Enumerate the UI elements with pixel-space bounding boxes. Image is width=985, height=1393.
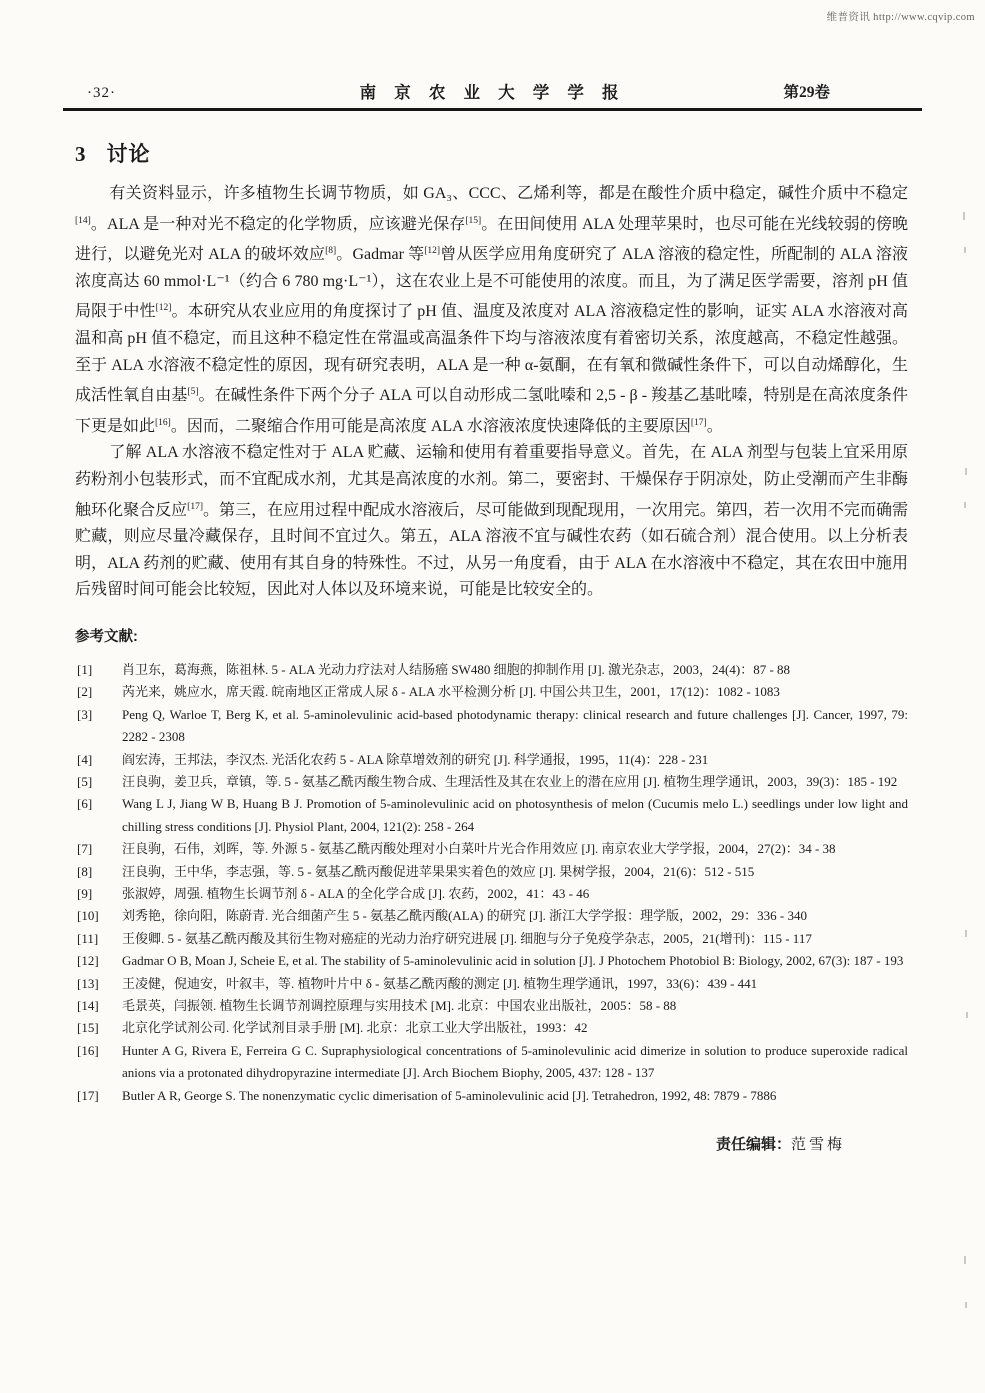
reference-item: [75, 861, 908, 883]
citation-superscript: [8]: [325, 246, 337, 257]
reference-number: [9]: [77, 885, 93, 901]
reference-item: [75, 838, 908, 860]
scan-artifact: [963, 212, 965, 220]
reference-item: [75, 704, 908, 749]
reference-text: 北京化学试剂公司. 化学试剂目录手册 [M]. 北京：北京工业大学出版社，1993：42: [122, 1020, 588, 1036]
cqvip-watermark: 维普资讯 http://www.cqvip.com: [826, 12, 975, 23]
journal-title: 南 京 农 业 大 学 学 报: [359, 83, 626, 102]
reference-number: [6]: [77, 796, 93, 812]
reference-item: [75, 681, 908, 703]
reference-item: [75, 928, 908, 950]
reference-number: [7]: [77, 841, 93, 857]
volume-label: 第29卷: [783, 84, 830, 101]
scan-artifact: [965, 930, 967, 937]
references-list: [75, 659, 908, 1107]
reference-item: [75, 1017, 908, 1039]
paragraph: 有关资料显示，许多植物生长调节物质，如 GA₃、CCC、乙烯利等，都是在酸性介质中稳定，碱性介质中不稳定[14]。ALA 是一种对光不稳定的化学物质，应该避光保存[15]。在田间使用 ALA 处理苹果时，也尽可能在光线较弱的傍晚进行，以避免光对 ALA 的破坏效应[8]。Gadmar 等[12]曾从医学应用角度研究了 ALA 溶液的稳定性，所配制的 ALA 溶液浓度高达 60 mmol·L⁻¹（约合 6 780 mg·L⁻¹），这在农业上是不可能使用的浓度。而且，为了满足医学需要，溶剂 pH 值局限于中性[12]。本研究从农业应用的角度探讨了 pH 值、温度及浓度对 ALA 溶液稳定性的影响，证实 ALA 水溶液对高温和高 pH 值不稳定，而且这种不稳定性在常温或高温条件下均与溶液浓度有着密切关系，浓度越高，不稳定性越强。至于 ALA 水溶液不稳定性的原因，现有研究表明，ALA 是一种 α-氨酮，在有氧和微碱性条件下，可以自动烯醇化，生成活性氧自由基[5]。在碱性条件下两个分子 ALA 可以自动形成二氢吡嗪和 2,5 - β - 羧基乙基吡嗪，特别是在高浓度条件下更是如此[16]。因而，二聚缩合作用可能是高浓度 ALA 水溶液浓度快速降低的主要原因[17]。: [75, 185, 908, 435]
citation-superscript: [15]: [465, 215, 482, 226]
reference-number: [14]: [77, 998, 99, 1013]
paragraph: 了解 ALA 水溶液不稳定性对于 ALA 贮藏、运输和使用有着重要指导意义。首先，在 ALA 剂型与包装上宜采用原药粉剂小包装形式，而不宜配成水剂，尤其是高浓度的水剂。第二，要密封、干燥保存于阴凉处，防止受潮而产生非酶触环化聚合反应[17]。第三，在应用过程中配成水溶液后，尽可能做到现配现用，一次用完。第四，若一次用不完而确需贮藏，则应尽量冷藏保存，且时间不宜过久。第五，ALA 溶液不宜与碱性农药（如石硫合剂）混合使用。以上分析表明，ALA 药剂的贮藏、使用有其自身的特殊性。不过，从另一角度看，由于 ALA 在水溶液中不稳定，其在农田中施用后残留时间可能会比较短，因此对人体以及环境来说，可能是比较安全的。: [75, 444, 908, 599]
editor-name: 范雪梅: [790, 1137, 845, 1154]
reference-item: [75, 950, 908, 972]
reference-item: [75, 1040, 908, 1085]
reference-text: 刘秀艳，徐向阳，陈蔚青. 光合细菌产生 5 - 氨基乙酰丙酸(ALA) 的研究 [J]. 浙江大学学报：理学版，2002，29：336 - 340: [122, 908, 808, 924]
reference-text: Peng Q, Warloe T, Berg K, et al. 5-aminolevulinic acid-based photodynamic therapy: clinical research and future challenges [J]. Cancer, 1997, 79: 2282 - 2308: [122, 706, 908, 745]
scan-artifact: [964, 502, 966, 508]
reference-item: [75, 883, 908, 905]
reference-item: [75, 659, 908, 681]
reference-number: [8]: [77, 863, 93, 879]
reference-item: [75, 905, 908, 927]
reference-number: [11]: [77, 930, 99, 946]
citation-superscript: [14]: [75, 215, 91, 226]
reference-number: [5]: [77, 773, 93, 789]
reference-item: [75, 749, 908, 771]
reference-text: 肖卫东，葛海燕，陈祖林. 5 - ALA 光动力疗法对人结肠癌 SW480 细胞的抑制作用 [J]. 激光杂志，2003，24(4)：87 - 88: [122, 661, 791, 677]
scan-artifact: [964, 247, 966, 253]
reference-number: [4]: [77, 751, 93, 767]
reference-item: [75, 793, 908, 838]
reference-item: [75, 771, 908, 793]
section-number: 3: [75, 142, 87, 166]
reference-number: [17]: [77, 1087, 99, 1103]
reference-item: [75, 995, 908, 1017]
page-number: ·32·: [87, 85, 116, 101]
reference-text: 汪良驹，王中华，李志强，等. 5 - 氨基乙酰丙酸促进苹果果实着色的效应 [J]. 果树学报，2004，21(6)：512 - 515: [122, 863, 755, 879]
reference-text: 王凌健，倪迪安，叶叙丰，等. 植物叶片中 δ - 氨基乙酰丙酸的测定 [J]. 植物生理学通讯，1997，33(6)：439 - 441: [122, 975, 758, 991]
references-heading: 参考文献:: [75, 628, 138, 645]
citation-superscript: [16]: [155, 417, 171, 428]
reference-number: [1]: [77, 661, 93, 677]
reference-item: [75, 973, 908, 995]
reference-text: 阎宏涛，王邦法，李汉杰. 光活化农药 5 - ALA 除草增效剂的研究 [J]. 科学通报，1995，11(4)：228 - 231: [122, 751, 709, 767]
discussion-body: [75, 181, 908, 604]
reference-text: 汪良驹，石伟，刘晖，等. 外源 5 - 氨基乙酰丙酸处理对小白菜叶片光合作用效应 [J]. 南京农业大学学报，2004，27(2)：34 - 38: [122, 841, 836, 857]
reference-text: 芮光来，姚应水，席天霞. 皖南地区正常成人尿 δ - ALA 水平检测分析 [J]. 中国公共卫生，2001，17(12)：1082 - 1083: [122, 684, 780, 700]
scan-artifact: [965, 468, 967, 475]
reference-text: 王俊卿. 5 - 氨基乙酰丙酸及其衍生物对癌症的光动力治疗研究进展 [J]. 细胞与分子免疫学杂志，2005，21(增刊)：115 - 117: [122, 930, 812, 946]
reference-text: Gadmar O B, Moan J, Scheie E, et al. The stability of 5-aminolevulinic acid in solution [J]. J Photochem Photobiol B: Biology, 2002, 67(3): 187 - 193: [122, 953, 904, 969]
page-header: [63, 84, 922, 111]
citation-superscript: [5]: [187, 387, 199, 398]
citation-superscript: [12]: [155, 303, 172, 314]
scan-artifact: [965, 1302, 967, 1308]
reference-text: 张淑婷，周强. 植物生长调节剂 δ - ALA 的全化学合成 [J]. 农药，2002，41：43 - 46: [122, 885, 590, 901]
reference-number: [3]: [77, 706, 93, 722]
citation-superscript: [17]: [690, 417, 707, 428]
editor-label: 责任编辑：: [715, 1136, 791, 1154]
reference-text: Hunter A G, Rivera E, Ferreira G C. Supraphysiological concentrations of 5-aminolevulinic acid dimerize in solution to produce superoxide radical anions via a protonated dihydropyrazine intermediate [J]. Arch Biochem Biophy, 2005, 437: 128 - 137: [122, 1042, 908, 1081]
editor-line: [0, 1133, 845, 1154]
reference-number: [15]: [77, 1020, 99, 1036]
scan-artifact: [966, 1012, 968, 1018]
section-title: 讨论: [106, 142, 151, 166]
reference-number: [2]: [77, 684, 93, 700]
reference-number: [13]: [77, 975, 99, 991]
reference-text: 汪良驹，姜卫兵，章镇，等. 5 - 氨基乙酰丙酸生物合成、生理活性及其在农业上的潜在应用 [J]. 植物生理学通讯，2003，39(3)：185 - 192: [122, 773, 898, 789]
citation-superscript: [12]: [424, 246, 441, 257]
reference-text: 毛景英，闫振领. 植物生长调节剂调控原理与实用技术 [M]. 北京：中国农业出版社，2005：58 - 88: [122, 998, 677, 1013]
reference-text: Wang L J, Jiang W B, Huang B J. Promotion of 5-aminolevulinic acid on photosynthesis of melon (Cucumis melo L.) seedlings under low light and chilling stress conditions [J]. Physiol Plant, 2004, 121(2): 258 - 264: [122, 796, 908, 834]
citation-superscript: [17]: [187, 501, 203, 512]
reference-number: [10]: [77, 908, 99, 924]
reference-text: Butler A R, George S. The nonenzymatic cyclic dimerisation of 5-aminolevulinic acid [J]. Tetrahedron, 1992, 48: 7879 - 7886: [122, 1087, 777, 1103]
reference-item: [75, 1085, 908, 1107]
reference-number: [16]: [77, 1042, 99, 1058]
scan-artifact: [964, 1256, 966, 1264]
section-heading: [75, 138, 985, 168]
reference-number: [12]: [77, 953, 99, 969]
